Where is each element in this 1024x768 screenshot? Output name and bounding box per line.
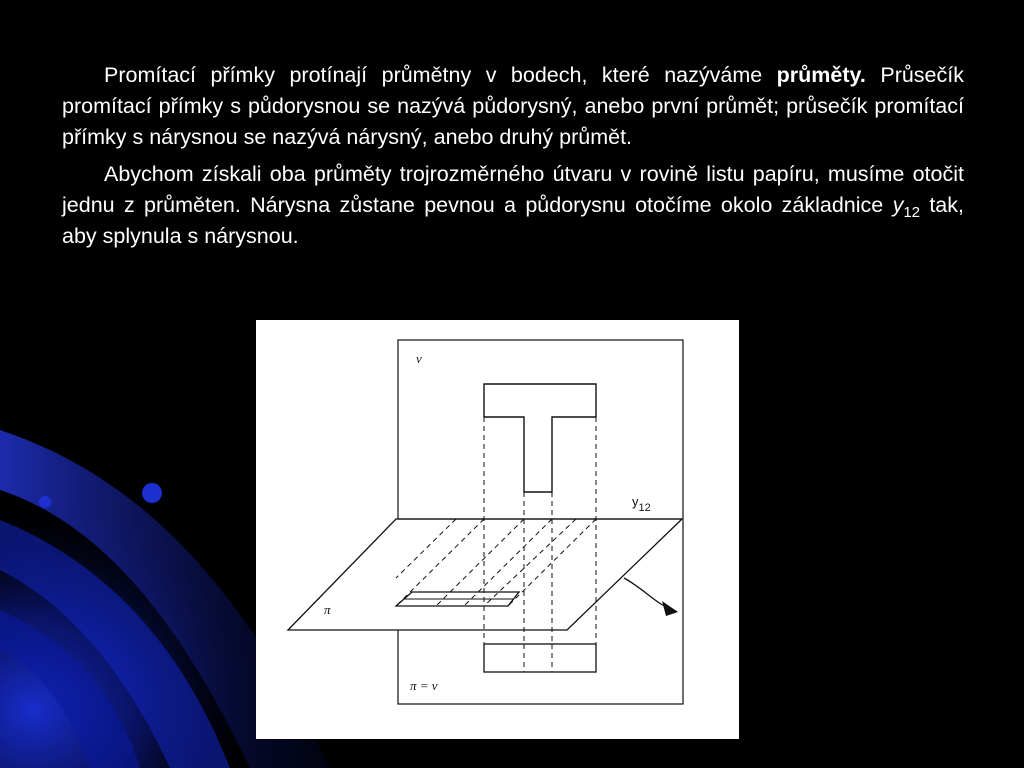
slide-text	[62, 60, 964, 258]
label-v: v	[416, 351, 422, 366]
var-y: y	[892, 193, 904, 217]
projection-diagram	[256, 320, 739, 739]
label-y12: $y_{12}$	[632, 494, 651, 514]
t-shape-rotated-view	[484, 644, 596, 672]
label-pi: π	[324, 602, 331, 617]
paragraph-2: Abychom získali oba průměty trojrozměrného útvaru v rovině listu papíru, musíme otočit jednu z průměten. Nárysna zůstane pevnou a půdorysnu otočíme okolo základnice $y_{12}$ tak, aby splynula s nárysnou.	[62, 162, 964, 248]
var-y-subscript: 12	[903, 204, 920, 221]
t-shape-front-view	[484, 384, 596, 492]
decor-dot-small	[39, 496, 51, 508]
term-prumety: průměty.	[776, 63, 866, 87]
paragraph-1: Promítací přímky protínají průmětny v bodech, které nazýváme průměty. Průsečík promítací přímky s půdorysnou se nazývá půdorysný, anebo první průmět; průsečík promítací přímky s nárysnou se nazývá nárysný, anebo druhý průmět.	[62, 63, 964, 149]
horizontal-plane	[288, 519, 682, 630]
decor-dot-large	[142, 483, 162, 503]
label-pi-equals-v: π = v	[410, 678, 438, 693]
projection-figure	[256, 320, 739, 739]
